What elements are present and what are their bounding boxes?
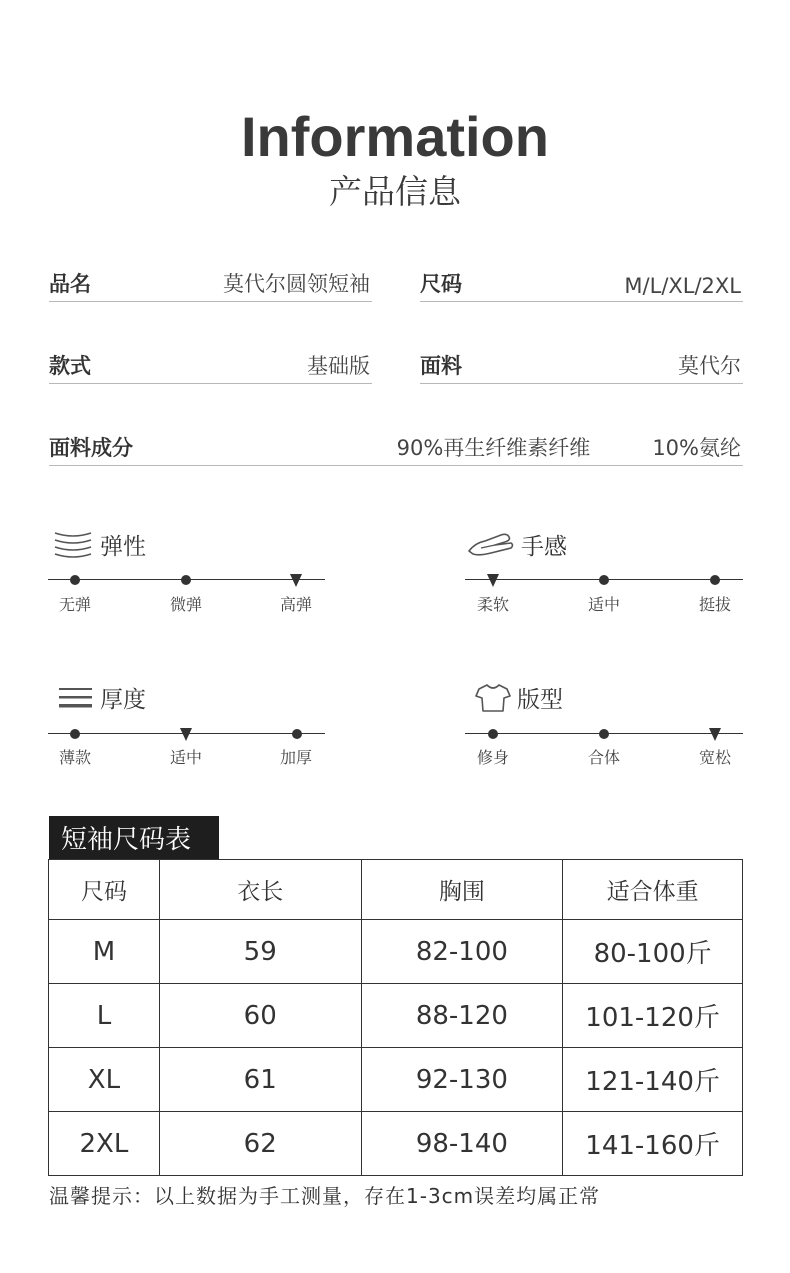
table-cell: 92-130 bbox=[361, 1048, 563, 1112]
table-cell: 61 bbox=[159, 1048, 361, 1112]
scale-dot bbox=[710, 575, 720, 585]
table-cell: 82-100 bbox=[361, 920, 563, 984]
scale-dot bbox=[292, 729, 302, 739]
page-title-cn: 产品信息 bbox=[329, 172, 461, 211]
scale-label: 挺拔 bbox=[698, 595, 731, 614]
attr-fit-header bbox=[475, 681, 563, 714]
table-cell: L bbox=[49, 984, 160, 1048]
info-label: 品名 bbox=[49, 272, 91, 296]
attr-elasticity-header bbox=[52, 528, 146, 561]
tshirt-icon bbox=[475, 683, 511, 713]
info-row-composition bbox=[49, 432, 743, 466]
table-cell: 60 bbox=[159, 984, 361, 1048]
column-header: 尺码 bbox=[49, 860, 160, 920]
scale-dot bbox=[599, 729, 609, 739]
attr-title: 弹性 bbox=[100, 534, 146, 560]
info-label: 尺码 bbox=[420, 272, 462, 296]
scale-label: 宽松 bbox=[698, 748, 731, 767]
column-header: 衣长 bbox=[159, 860, 361, 920]
scale-selected-marker bbox=[487, 574, 499, 587]
info-value: 90%再生纤维素纤维 bbox=[396, 436, 591, 460]
scale-dot bbox=[488, 729, 498, 739]
table-cell: XL bbox=[49, 1048, 160, 1112]
table-cell: 101-120斤 bbox=[563, 984, 743, 1048]
scale-label: 微弹 bbox=[169, 595, 202, 614]
table-row bbox=[49, 984, 743, 1048]
column-header: 适合体重 bbox=[563, 860, 743, 920]
scale-label: 薄款 bbox=[58, 748, 91, 767]
scale-dot bbox=[70, 729, 80, 739]
scale-label: 无弹 bbox=[58, 595, 91, 614]
scale-dot bbox=[70, 575, 80, 585]
attr-thickness-header bbox=[58, 681, 146, 714]
scale-selected-marker bbox=[180, 728, 192, 741]
scale-label: 加厚 bbox=[279, 748, 312, 767]
size-table-caption: 短袖尺码表 bbox=[49, 816, 219, 859]
elastic-waves-icon bbox=[52, 529, 94, 561]
measurement-note: 温馨提示：以上数据为手工测量，存在1-3cm误差均属正常 bbox=[49, 1184, 601, 1208]
thickness-lines-icon bbox=[58, 683, 94, 713]
info-row-name bbox=[49, 268, 372, 302]
info-value: 莫代尔圆领短袖 bbox=[223, 272, 370, 296]
info-row-style bbox=[49, 350, 372, 384]
composition-values bbox=[397, 432, 743, 462]
table-cell: M bbox=[49, 920, 160, 984]
info-label: 款式 bbox=[49, 354, 91, 378]
scale-label: 合体 bbox=[587, 748, 620, 767]
table-cell: 141-160斤 bbox=[563, 1112, 743, 1176]
info-value: 莫代尔 bbox=[678, 354, 741, 378]
scale-selected-marker bbox=[290, 574, 302, 587]
table-cell: 88-120 bbox=[361, 984, 563, 1048]
scale-label: 高弹 bbox=[279, 595, 312, 614]
table-row bbox=[49, 1048, 743, 1112]
scale-label: 修身 bbox=[476, 748, 509, 767]
info-value: M/L/XL/2XL bbox=[624, 274, 741, 298]
table-row bbox=[49, 920, 743, 984]
table-cell: 80-100斤 bbox=[563, 920, 743, 984]
table-row bbox=[49, 1112, 743, 1176]
info-value: 基础版 bbox=[307, 354, 370, 378]
scale-dot bbox=[599, 575, 609, 585]
info-label: 面料成分 bbox=[49, 436, 133, 460]
table-header-row bbox=[49, 860, 743, 920]
scale-label: 柔软 bbox=[476, 595, 509, 614]
info-row-fabric bbox=[420, 350, 743, 384]
info-label: 面料 bbox=[420, 354, 462, 378]
page-title-en: Information bbox=[241, 105, 549, 168]
table-cell: 98-140 bbox=[361, 1112, 563, 1176]
table-cell: 59 bbox=[159, 920, 361, 984]
scale-dot bbox=[181, 575, 191, 585]
scale-selected-marker bbox=[709, 728, 721, 741]
info-value: 10%氨纶 bbox=[652, 436, 741, 460]
column-header: 胸围 bbox=[361, 860, 563, 920]
size-table bbox=[48, 859, 743, 1176]
table-cell: 2XL bbox=[49, 1112, 160, 1176]
hand-feel-icon bbox=[467, 529, 515, 561]
scale-label: 适中 bbox=[587, 595, 620, 614]
table-cell: 121-140斤 bbox=[563, 1048, 743, 1112]
info-row-size bbox=[420, 268, 743, 302]
attr-feel-header bbox=[467, 528, 567, 561]
table-cell: 62 bbox=[159, 1112, 361, 1176]
scale-label: 适中 bbox=[169, 748, 202, 767]
attr-title: 厚度 bbox=[100, 687, 146, 713]
attr-title: 版型 bbox=[517, 687, 563, 713]
attr-title: 手感 bbox=[521, 534, 567, 560]
